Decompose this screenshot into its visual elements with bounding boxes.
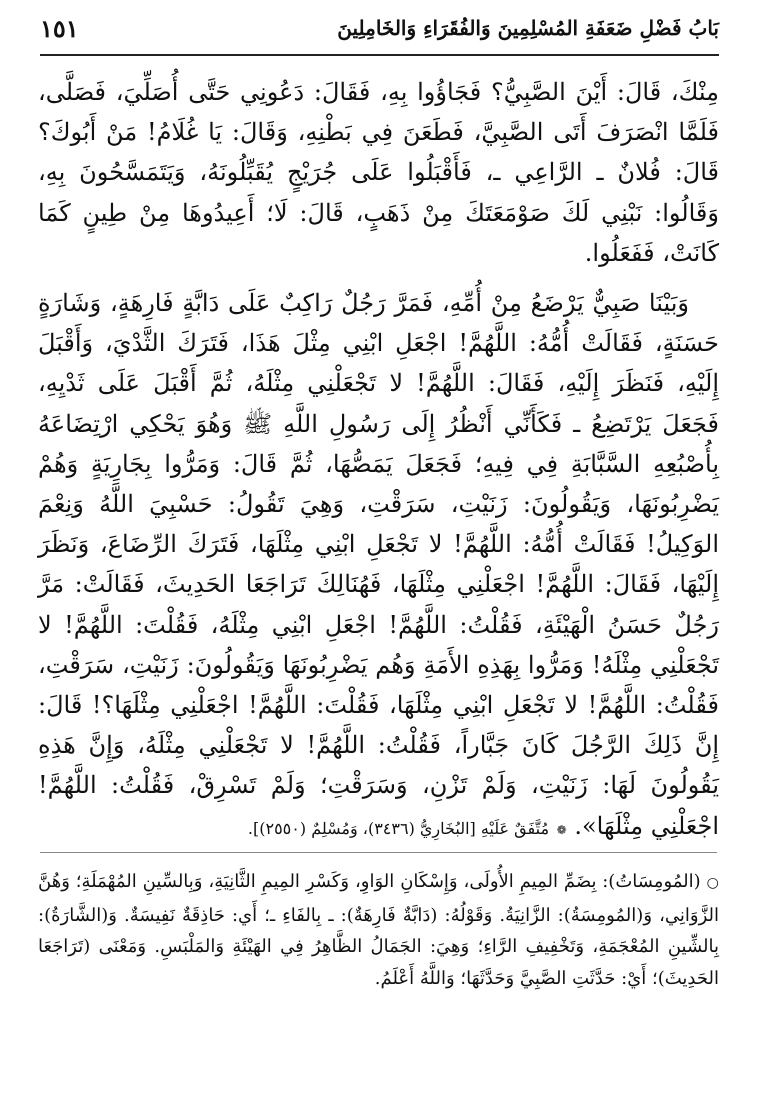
main-text [38,72,719,850]
footnote-paragraph [38,866,719,994]
hadith-reference: مُتَّفَقٌ عَلَيْهِ [البُخَارِيُّ (٣٤٣٦)، وَمُسْلِمٌ (٢٥٥٠)]. [247,818,550,838]
paragraph-2 [38,283,719,850]
circle-bullet-icon: ○ [706,875,719,891]
hadith-bullet-icon: ❁ [556,822,567,837]
page-header [40,10,719,56]
chapter-title: بَابُ فَضْلِ ضَعَفَةِ المُسْلِمِينَ وَالفُقَرَاءِ وَالخَامِلِينَ [337,16,719,40]
page-number: ١٥١ [40,14,79,43]
footnotes [38,866,719,994]
footnote-separator [40,852,717,853]
paragraph-1: مِنْكَ، قَالَ: أَيْنَ الصَّبِيُّ؟ فَجَاؤُوا بِهِ، فَقَالَ: دَعُونِي حَتَّى أُصَلِّيَ، فَصَلَّى، فَلَمَّا انْصَرَفَ أَتَى الصَّبِيَّ، فَطَعَنَ فِي بَطْنِهِ، وَقَالَ: يَا غُلَامُ! مَنْ أَبُوكَ؟ قَالَ: فُلانٌ ـ الرَّاعِي ـ، فَأَقْبَلُوا عَلَى جُرَيْجٍ يُقَبِّلُونَهُ، وَيَتَمَسَّحُونَ بِهِ، وَقَالُوا: نَبْنِي لَكَ صَوْمَعَتَكَ مِنْ ذَهَبٍ، قَالَ: لَا؛ أَعِيدُوهَا مِنْ طِينٍ كَمَا كَانَتْ، فَفَعَلُوا. [38,78,720,267]
paragraph-2-text: وَبَيْنَا صَبِيٌّ يَرْضَعُ مِنْ أُمِّهِ، فَمَرَّ رَجُلٌ رَاكِبٌ عَلَى دَابَّةٍ فَارِهَةٍ، وَشَارَةٍ حَسَنَةٍ، فَقَالَتْ أُمُّهُ: اللَّهُمَّ! اجْعَلِ ابْنِي مِثْلَ هَذَا، فَتَرَكَ الثَّدْيَ، وَأَقْبَلَ إِلَيْهِ، فَنَظَرَ إِلَيْهِ، فَقَالَ: اللَّهُمَّ! لا تَجْعَلْنِي مِثْلَهُ، ثُمَّ أَقْبَلَ عَلَى ثَدْيِهِ، فَجَعَلَ يَرْتَضِعُ ـ فَكَأَنِّي أَنْظُرُ إِلَى رَسُولِ اللَّهِ ﷺ وَهُوَ يَحْكِي ارْتِضَاعَهُ بِأُصْبُعِهِ السَّبَّابَةِ فِي فِيهِ؛ فَجَعَلَ يَمَصُّهَا، ثُمَّ قَالَ: وَمَرُّوا بِجَارِيَةٍ وَهُمْ يَضْرِبُونَهَا، وَيَقُولُونَ: زَنَيْتِ، سَرَقْتِ، وَهِيَ تَقُولُ: حَسْبِيَ اللَّهُ وَنِعْمَ الوَكِيلُ! فَقَالَتْ أُمُّهُ: اللَّهُمَّ! لا تَجْعَلِ ابْنِي مِثْلَهَا، فَتَرَكَ الرِّضَاعَ، وَنَظَرَ إِلَيْهَا، فَقَالَ: اللَّهُمَّ! اجْعَلْنِي مِثْلَهَا، فَهُنَالِكَ تَرَاجَعَا الحَدِيثَ، فَقَالَتْ: مَرَّ رَجُلٌ حَسَنُ الْهَيْئَةِ، فَقُلْتُ: اللَّهُمَّ! اجْعَلِ ابْنِي مِثْلَهُ، فَقُلْتَ: اللَّهُمَّ! لا تَجْعَلْنِي مِثْلَهُ! وَمَرُّوا بِهَذِهِ الأَمَةِ وَهُم يَضْرِبُونَهَا وَيَقُولُونَ: زَنَيْتِ، سَرَقْتِ، فَقُلْتُ: اللَّهُمَّ! لا تَجْعَلِ ابْنِي مِثْلَهَا، فَقُلْتَ: اللَّهُمَّ! اجْعَلْنِي مِثْلَهَا؟! قَالَ: إِنَّ ذَلِكَ الرَّجُلَ كَانَ جَبَّاراً، فَقُلْتُ: اللَّهُمَّ! لا تَجْعَلْنِي مِثْلَهُ، وَإِنَّ هَذِهِ يَقُولُونَ لَهَا: زَنَيْتِ، وَلَمْ تَزْنِ، وَسَرَقْتِ؛ وَلَمْ تَسْرِقْ، فَقُلْتُ: اللَّهُمَّ! اجْعَلْنِي مِثْلَهَا». [38,289,720,840]
footnote-text: (المُومِسَاتُ): بِضَمِّ المِيمِ الأُولَى، وَإِسْكَانِ الوَاوِ، وَكَسْرِ المِيمِ الثَّانِيَةِ، وَبِالسِّينِ المُهْمَلَةِ؛ وَهُنَّ الزَّوَانِي، وَ(المُومِسَةُ): الزَّانِيَةُ. وَقَوْلُهُ: (دَابَّةٌ فَارِهَةٌ): ـ بِالفَاءِ ـ؛ أَي: حَاذِقَةٌ نَفِيسَةٌ. وَ(الشَّارَةُ): بِالشِّينِ المُعْجَمَةِ، وَتَخْفِيفِ الرَّاءِ؛ وَهِيَ: الجَمَالُ الظَّاهِرُ فِي الهَيْئَةِ وَالمَلْبَسِ. وَمَعْنَى (تَرَاجَعَا الحَدِيثَ)؛ أَيْ: حَدَّثَتِ الصَّبِيَّ وَحَدَّثَهَا؛ وَاللَّهُ أَعْلَمُ. [38,871,719,989]
